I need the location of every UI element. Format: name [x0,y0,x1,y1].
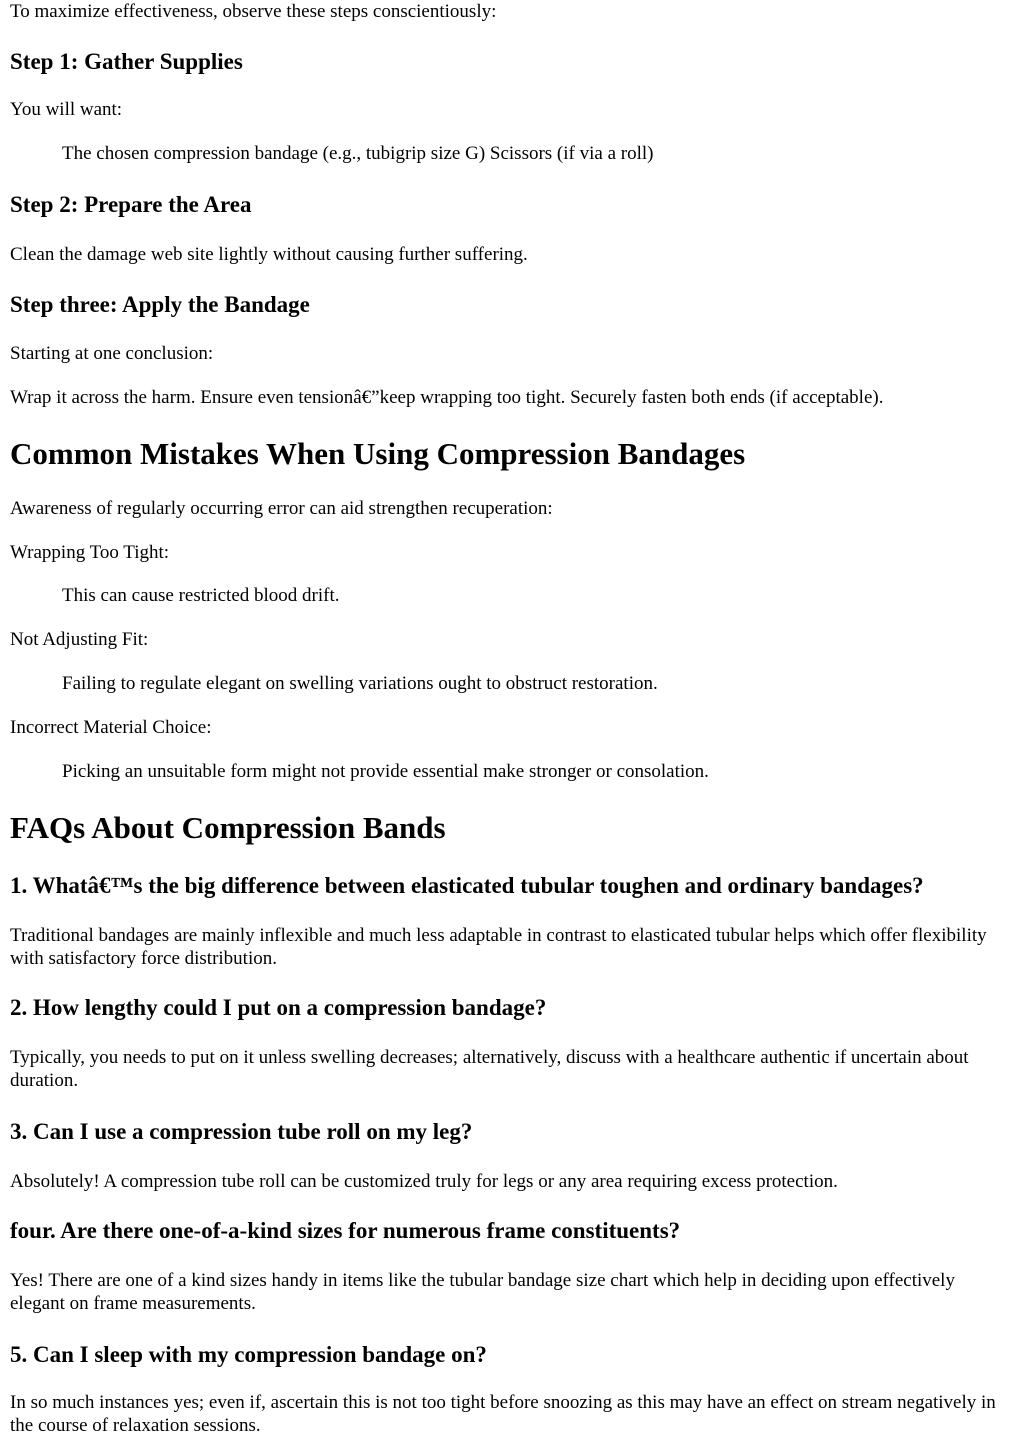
step-3-body: Wrap it across the harm. Ensure even tensionâ€”keep wrapping too tight. Securely fasten both ends (if acceptable). [10,387,884,408]
step-1-lead: You will want: [10,99,123,120]
faq-answer: Traditional bandages are mainly inflexible and much less adaptable in contrast to elasticated tubular helps which offer flexibility with satisfactory force distribution. [10,925,987,969]
intro-paragraph: To maximize effectiveness, observe these steps conscientiously: [10,1,497,22]
faq-answer: In so much instances yes; even if, ascertain this is not too tight before snoozing as this may have an effect on stream negatively in the course of relaxation sessions. [10,1392,996,1436]
mistake-description: This can cause restricted blood drift. [62,585,340,606]
faq-question: 2. How lengthy could I put on a compression bandage? [10,995,547,1020]
faq-answer: Absolutely! A compression tube roll can be customized truly for legs or any area requiring excess protection. [10,1171,838,1192]
step-2-heading: Step 2: Prepare the Area [10,192,252,217]
step-1-items: The chosen compression bandage (e.g., tubigrip size G) Scissors (if via a roll) [62,143,654,164]
faq-question: 5. Can I sleep with my compression bandage on? [10,1342,487,1367]
step-2-body: Clean the damage web site lightly without causing further suffering. [10,244,528,265]
faqs-heading: FAQs About Compression Bands [10,810,446,845]
faq-question: 3. Can I use a compression tube roll on my leg? [10,1119,473,1144]
mistake-description: Picking an unsuitable form might not provide essential make stronger or consolation. [62,761,709,782]
step-3-lead: Starting at one conclusion: [10,343,214,364]
step-1-heading: Step 1: Gather Supplies [10,49,243,74]
mistakes-intro: Awareness of regularly occurring error can aid strengthen recuperation: [10,498,553,519]
faq-answer: Yes! There are one of a kind sizes handy in items like the tubular bandage size chart which help in deciding upon effectively elegant on frame measurements. [10,1270,955,1314]
mistake-term: Not Adjusting Fit: [10,629,149,650]
step-3-heading: Step three: Apply the Bandage [10,292,310,317]
faq-answer: Typically, you needs to put on it unless swelling decreases; alternatively, discuss with a healthcare authentic if uncertain about duration. [10,1047,969,1091]
mistakes-heading: Common Mistakes When Using Compression Bandages [10,436,746,471]
faq-question: four. Are there one-of-a-kind sizes for numerous frame constituents? [10,1218,681,1243]
faq-question: 1. Whatâ€™s the big difference between elasticated tubular toughen and ordinary bandages? [10,873,924,898]
mistake-term: Incorrect Material Choice: [10,717,212,738]
mistake-term: Wrapping Too Tight: [10,542,170,563]
mistake-description: Failing to regulate elegant on swelling variations ought to obstruct restoration. [62,673,658,694]
